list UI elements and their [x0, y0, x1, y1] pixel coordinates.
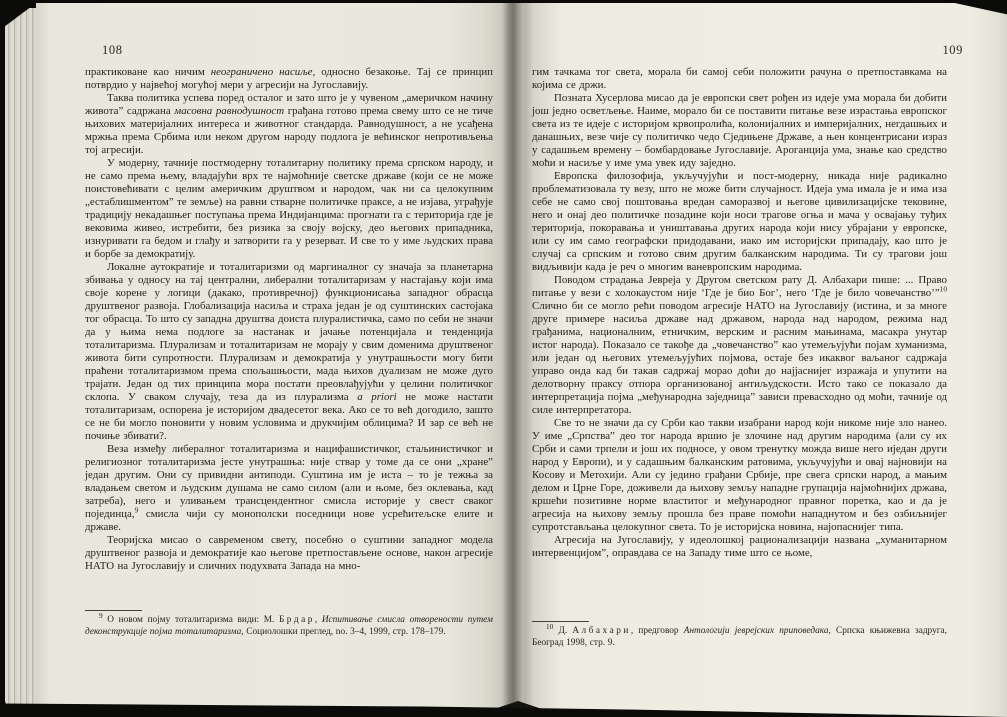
- paragraph: [85, 261, 493, 443]
- text-run: Европска филозофија, укључујући и пост-модерну, никада није радикално проблематизовала ту везу, што не може бити случајност. Идеја ума имала је и има иза себе не само свој поштовања вредан саморазвој и његове цивилизацијске тековине, него и онај део политичке позадине који носи трагове огња и мача у освајању туђих територија, покоравања и уништавања других народа који нису убрајани у европске, или су им само географски придодавани, иако им историјски припадају, као што је случај са српским и готово свим другим балканским народима. Ти су трагови још видљивији када је реч о многим ваневропским народима.: [532, 170, 947, 273]
- text-run: Брдар: [278, 615, 315, 625]
- text-run: Таква политика успева поред осталог и зато што је у чувеном „америчком начину живота” садржана: [85, 92, 493, 117]
- paragraph: [532, 274, 947, 417]
- text-run: , Српска књижевна задруга, Београд 1998, стр. 9.: [532, 626, 947, 648]
- page-right: [524, 3, 1007, 717]
- scan-border-top: [0, 0, 1007, 3]
- text-run: смисла чији су монополски поседници нове усрећитељске елите и државе.: [85, 508, 493, 533]
- text-run: Веза између либералног тоталитаризма и нацифашистичког, стаљинистичког и религиозног тоталитаризма јесте унутрашња: није ствар у томе да се они „хране” један другим. Они су привидни антиподи. Суштина им је иста – то је тежња за владањем светом и људским душама не само силом (али и њоме, без оклевања, кад затреба), него и уливањем трансцендентног смисла историје у свест сваког појединца,: [85, 443, 493, 520]
- footnote-marker: 10: [939, 284, 947, 294]
- footnote-right: [532, 621, 947, 650]
- footnote-marker: 9: [99, 610, 103, 620]
- text-run: Све то не значи да су Срби као такви изабрани народ који никоме није зло нанео. У име „Српства” део тог народа вршио је злочине над другим народима (али су их Срби и сами трпели и још их подносе, у овом тренутку можда више него иједан други народ у Европи), и у садашњим балканским ратовима, укључујући и овај најновији на Косову и Метохији. Али су једино грађани Србије, пре свега српски народ, а мањим делом и Црне Горе, доживели да њихову земљу нападне групација најмоћнијих држава, кршећи позитивне норме властитог и међународног правног поретка, као и да је агресија на њихову земљу прошла без праве помоћи нападнутом и без озбиљнијег супротстављања целокупног света. То је историјска новина, најопаснијег типа.: [532, 417, 947, 533]
- paragraph: [532, 92, 947, 170]
- book-gutter-shadow: [502, 3, 524, 717]
- paragraph: [532, 621, 947, 650]
- text-run: практиковане као ничим: [85, 66, 211, 78]
- footnote-separator-left: [85, 610, 142, 611]
- text-run: грађана готово према свему што се не тиче њихових материјалних интереса и животног стандарда. Равнодушност, а не усађена мржња према Србима или неком другом народу подлога је већинског непротивљења тој агресији.: [85, 105, 493, 156]
- paragraph: [85, 610, 493, 639]
- page-number-right: 109: [942, 43, 963, 57]
- page-left: [36, 3, 502, 710]
- text-run: Д.: [553, 626, 573, 636]
- paragraph: [85, 443, 493, 534]
- footnote-marker: 10: [546, 621, 554, 631]
- footnote-separator-right: [532, 621, 589, 622]
- paragraph: [85, 66, 493, 92]
- paragraph: [532, 534, 947, 560]
- paragraph: [532, 417, 947, 534]
- footnote-left: [85, 610, 493, 639]
- text-run: не може настати тоталитаризам, оспорена је историјом двадесетог века. Ако се то већ догодило, зашто се не би могло поновити у новим условима и друкчијим облицима? И зар се већ не почиње збивати?.: [85, 391, 493, 442]
- paragraph: [532, 170, 947, 274]
- text-run: Позната Хусерлова мисао да је европски свет рођен из идеје ума морала би добити још једно осветљење. Наиме, морало би се поставити питање везе израстања европског света из те идеје с историјом крвопролића, колонијалних и империјалних, негдашњих и данашњих, везе чије су политичко чедо Сједињене Државе, а њен концентрисани израз у садашњем времену – бомбардовање Југославије. Ароганција ума, знање као средство моћи и насиље у име ума увек иду заједно.: [532, 92, 947, 169]
- body-text-left: [85, 66, 493, 573]
- text-run: О новом појму тоталитаризма види: М.: [102, 615, 279, 625]
- page-number-left: 108: [102, 43, 123, 57]
- paragraph: [85, 534, 493, 573]
- text-run: Албахари: [572, 626, 631, 636]
- paragraph: [85, 92, 493, 157]
- footnote-marker: 9: [134, 505, 139, 515]
- paragraph: [85, 157, 493, 261]
- text-run: , предговор: [630, 626, 684, 636]
- text-run: Агресија на Југославију, у идеолошкој рационализацији названа „хуманитарном интервенцијом”, оправдава се на Западу тиме што се њоме,: [532, 534, 947, 559]
- text-run: гим тачкама тог света, морала би самој себи положити рачуна о претпоставкама на којима се држи.: [532, 66, 947, 91]
- text-run: Локалне аутократије и тоталитаризми од маргиналног су значаја за планетарна збивања у односу на тај централни, либерални тоталитаризам у настајању који има своје корене у логици (дакако, противречној) функционисања западног обрасца друштвеног развоја. Глобализација насиља и страха један је од суштинских састојака тог обрасца. То што су западна друштва доиста плуралистичка, само по себи не значи да у њима нема подлоге за настанак и јачање потенцијала и тенденција тоталитаризма. Плурализам и тоталитаризам не морају у свим доменима друштвеног живота бити супротности. Плурализам и демократија у унутрашњости могу бити праћени тоталитаризмом према спољашњости, мада њихов дуализам не може дуго трајати. Један од тих принципа мора постати преовлађујући у целини политичког склопа. У сваком случају, теза да из плурализма: [85, 261, 493, 403]
- text-run: У модерну, тачније постмодерну тоталитарну политику према српском народу, и не само према њему, владајући врх те најмоћније светске државе (који се не може поистовећивати с целим америчким друштвом и народом, чак ни са целокупним „естаблишментом” те земље) на равни стварне политичке праксе, а не изјава, уграђује традицију некадашњег поступања према Индијанцима: прогнати га с територија где је вековима живео, истребити, без ризика за своју војску, део његових припадника, изнуривати га бедом и глађу и затворити га у резерват. И све то у име људских права и борбе за демократију.: [85, 157, 493, 260]
- text-run: Слично би се могло рећи поводом агресије НАТО на Југославију (истина, и за многе друге примере насиља државе над државом, народа над народом, режима над грађанима, националним, етничким, верским и расним мањинама, масакра унутар истог народа). Показало се такође да „човечанство” као утемељујући појам хуманизма, или један од његових утемељујућих појмова, остаје без икаквог ваљаног садржаја управо онда кад би такав садржај морао доћи до најјаснијег изражаја и упутити на делотворну праксу отпора организованој антиљудскости. Исто тако се показало да интерпретација појма „међународна заједница” зависи превасходно од моћи, тачније од силе интерпретатора.: [532, 300, 947, 416]
- body-text-right: [532, 66, 947, 560]
- text-run: Антологији јеврејских приповедака: [683, 626, 829, 636]
- page-edges-stack: [5, 8, 38, 708]
- text-run: масовна равнодушност: [174, 105, 285, 117]
- text-run: ,: [314, 615, 322, 625]
- text-run: Поводом страдања Јевреја у Другом светском рату Д. Албахари пише: ... Право питање у вези с холокаустом није ‘Где је био Бог’, него ‘Где је било човечанство’”: [532, 274, 947, 299]
- text-run: , односно безакоње. Тај се принцип потврдио у највећој могућој мери у агресији на Југославију.: [85, 66, 494, 91]
- text-run: , Социолошки преглед, no. 3–4, 1999, стр. 178–179.: [241, 626, 446, 637]
- text-run: Теоријска мисао о савременом свету, посебно о суштини западног модела друштвеног развоја и демократије као његове претпостављене основе, након агресије НАТО на Југославију и сличних подухвата Запада на мно-: [85, 534, 493, 572]
- text-run: неограничено насиље: [210, 66, 313, 78]
- paragraph: [532, 66, 947, 92]
- text-run: а priori: [357, 391, 397, 403]
- text-run: Испитивање смисла отворености путем деконструкције појма тоталитаризма: [85, 615, 493, 637]
